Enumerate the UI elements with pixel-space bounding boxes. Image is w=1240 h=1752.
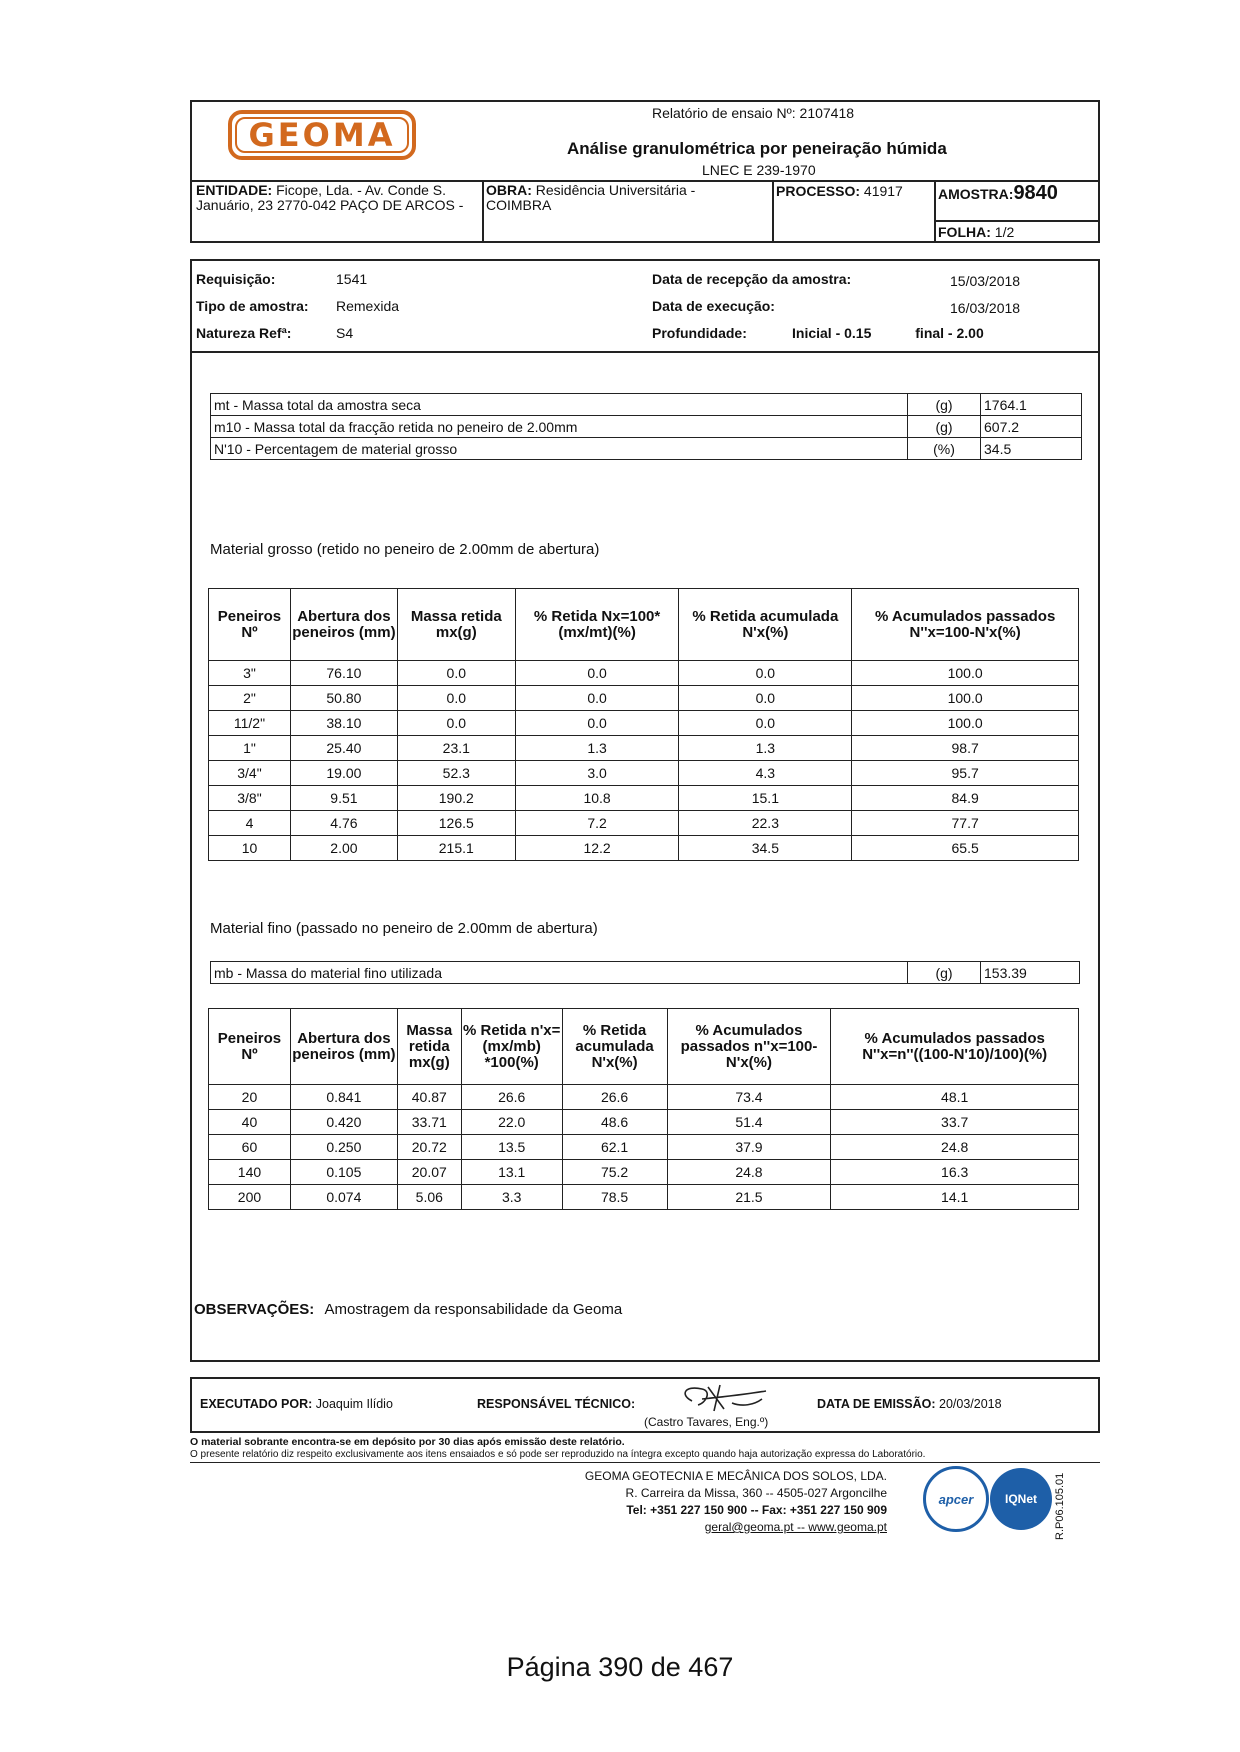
fine-header-cell: % Acumulados passados N''x=n''((100-N'10)/100)(%) <box>831 1009 1079 1085</box>
coarse-cell: 215.1 <box>397 836 515 861</box>
table-row <box>209 1135 1079 1160</box>
header-divider <box>772 180 774 243</box>
responsavel-name: (Castro Tavares, Eng.º) <box>644 1415 769 1429</box>
fine-cell: 13.5 <box>461 1135 562 1160</box>
table-row <box>209 811 1079 836</box>
fine-cell: 140 <box>209 1160 291 1185</box>
mass-row <box>211 394 1082 416</box>
fine-cell: 0.420 <box>290 1110 397 1135</box>
profundidade-final: final - 2.00 <box>915 325 984 341</box>
entity-label: ENTIDADE: <box>196 182 273 198</box>
emissao-field <box>817 1397 1002 1411</box>
requisicao-label: Requisição: <box>196 271 276 287</box>
fine-cell: 51.4 <box>667 1110 831 1135</box>
mass-value: 1764.1 <box>981 394 1082 416</box>
fine-header-cell: % Retida n'x=(mx/mb) *100(%) <box>461 1009 562 1085</box>
fine-section-title: Material fino (passado no peneiro de 2.00mm de abertura) <box>210 920 598 937</box>
table-row <box>209 786 1079 811</box>
mass-unit: (g) <box>908 416 981 438</box>
fine-cell: 20 <box>209 1085 291 1110</box>
header-divider <box>934 220 1098 222</box>
iqnet-text: IQNet <box>1004 1492 1037 1506</box>
page-number: Página 390 de 467 <box>506 1652 734 1682</box>
coarse-sieve-table <box>208 588 1079 861</box>
coarse-cell: 100.0 <box>852 686 1079 711</box>
fine-cell: 40.87 <box>397 1085 461 1110</box>
tipo-row <box>196 298 400 314</box>
table-row <box>209 1085 1079 1110</box>
fine-cell: 200 <box>209 1185 291 1210</box>
table-row <box>209 661 1079 686</box>
signature-box <box>190 1377 1100 1433</box>
coarse-cell: 3/4" <box>209 761 291 786</box>
executado-label: EXECUTADO POR: <box>200 1397 313 1411</box>
coarse-cell: 76.10 <box>290 661 397 686</box>
mb-table <box>210 961 1080 984</box>
coarse-cell: 34.5 <box>679 836 852 861</box>
mass-row <box>211 438 1082 460</box>
fine-cell: 5.06 <box>397 1185 461 1210</box>
mass-row <box>211 416 1082 438</box>
apcer-seal <box>923 1466 989 1532</box>
fine-cell: 16.3 <box>831 1160 1079 1185</box>
coarse-cell: 0.0 <box>397 686 515 711</box>
coarse-cell: 1" <box>209 736 291 761</box>
table-row <box>209 1160 1079 1185</box>
fine-header-cell: % Acumulados passados n''x=100-N'x(%) <box>667 1009 831 1085</box>
observacoes-value: Amostragem da responsabilidade da Geoma <box>324 1301 623 1318</box>
coarse-cell: 11/2" <box>209 711 291 736</box>
apcer-text: apcer <box>938 1491 974 1507</box>
fine-cell: 33.71 <box>397 1110 461 1135</box>
fine-cell: 33.7 <box>831 1110 1079 1135</box>
tipo-value: Remexida <box>336 298 400 314</box>
profundidade-values <box>792 325 984 341</box>
mb-row <box>211 962 1080 984</box>
coarse-cell: 100.0 <box>852 661 1079 686</box>
fine-sieve-table <box>208 1008 1079 1210</box>
coarse-header-cell: Abertura dos peneiros (mm) <box>290 589 397 661</box>
coarse-cell: 50.80 <box>290 686 397 711</box>
coarse-cell: 15.1 <box>679 786 852 811</box>
responsavel-label: RESPONSÁVEL TÉCNICO: <box>477 1397 636 1411</box>
fine-header-cell: % Retida acumulada N'x(%) <box>562 1009 667 1085</box>
coarse-cell: 1.3 <box>515 736 679 761</box>
coarse-cell: 190.2 <box>397 786 515 811</box>
fine-cell: 22.0 <box>461 1110 562 1135</box>
coarse-cell: 0.0 <box>397 711 515 736</box>
recepcao-label: Data de recepção da amostra: <box>652 271 852 287</box>
fine-cell: 75.2 <box>562 1160 667 1185</box>
coarse-cell: 4 <box>209 811 291 836</box>
coarse-cell: 65.5 <box>852 836 1079 861</box>
observacoes <box>194 1301 622 1318</box>
execucao-label: Data de execução: <box>652 298 775 314</box>
emissao-label: DATA DE EMISSÃO: <box>817 1397 936 1411</box>
notes-divider <box>190 1462 1100 1463</box>
fine-cell: 78.5 <box>562 1185 667 1210</box>
mass-value: 34.5 <box>981 438 1082 460</box>
coarse-cell: 98.7 <box>852 736 1079 761</box>
coarse-cell: 25.40 <box>290 736 397 761</box>
folha-field <box>938 224 1014 240</box>
coarse-header-cell: % Acumulados passados N''x=100-N'x(%) <box>852 589 1079 661</box>
observacoes-label: OBSERVAÇÕES: <box>194 1301 315 1318</box>
mb-value: 153.39 <box>981 962 1080 984</box>
coarse-cell: 95.7 <box>852 761 1079 786</box>
coarse-cell: 23.1 <box>397 736 515 761</box>
execucao-value: 16/03/2018 <box>950 300 1021 316</box>
fine-cell: 37.9 <box>667 1135 831 1160</box>
mass-unit: (%) <box>908 438 981 460</box>
fine-cell: 13.1 <box>461 1160 562 1185</box>
processo-field <box>776 183 903 199</box>
fine-cell: 0.105 <box>290 1160 397 1185</box>
report-body <box>190 259 1100 1362</box>
coarse-cell: 19.00 <box>290 761 397 786</box>
fine-header-cell: Abertura dos peneiros (mm) <box>290 1009 397 1085</box>
requisicao-row <box>196 271 368 287</box>
company-info <box>520 1468 887 1536</box>
emissao-value: 20/03/2018 <box>939 1397 1002 1411</box>
amostra-label: AMOSTRA: <box>938 186 1014 202</box>
company-web: geral@geoma.pt -- www.geoma.pt <box>704 1520 887 1534</box>
coarse-cell: 4.76 <box>290 811 397 836</box>
requisicao-value: 1541 <box>336 271 368 287</box>
coarse-cell: 0.0 <box>515 661 679 686</box>
coarse-cell: 9.51 <box>290 786 397 811</box>
table-row <box>209 1185 1079 1210</box>
coarse-cell: 7.2 <box>515 811 679 836</box>
company-name: GEOMA GEOTECNIA E MECÂNICA DOS SOLOS, LDA. <box>584 1469 887 1483</box>
info-divider <box>192 351 1098 353</box>
signature-scribble <box>662 1381 772 1415</box>
fine-cell: 60 <box>209 1135 291 1160</box>
mass-value: 607.2 <box>981 416 1082 438</box>
mass-desc: m10 - Massa total da fracção retida no peneiro de 2.00mm <box>211 416 908 438</box>
obra-value: Residência Universitária - COIMBRA <box>486 182 696 213</box>
coarse-cell: 10.8 <box>515 786 679 811</box>
coarse-cell: 0.0 <box>515 711 679 736</box>
fine-header-cell: Peneiros Nº <box>209 1009 291 1085</box>
coarse-cell: 12.2 <box>515 836 679 861</box>
coarse-cell: 84.9 <box>852 786 1079 811</box>
coarse-cell: 52.3 <box>397 761 515 786</box>
mass-desc: mt - Massa total da amostra seca <box>211 394 908 416</box>
coarse-cell: 77.7 <box>852 811 1079 836</box>
company-address: R. Carreira da Missa, 360 -- 4505-027 Argoncilhe <box>625 1486 887 1500</box>
fine-cell: 26.6 <box>562 1085 667 1110</box>
coarse-header-cell: Massa retida mx(g) <box>397 589 515 661</box>
processo-value: 41917 <box>863 183 903 199</box>
obra-label: OBRA: <box>486 182 532 198</box>
coarse-cell: 0.0 <box>679 711 852 736</box>
coarse-cell: 38.10 <box>290 711 397 736</box>
fine-cell: 40 <box>209 1110 291 1135</box>
geoma-logo <box>228 110 416 160</box>
mass-unit: (g) <box>908 394 981 416</box>
coarse-cell: 3" <box>209 661 291 686</box>
coarse-cell: 1.3 <box>679 736 852 761</box>
amostra-value: 9840 <box>1013 182 1058 204</box>
folha-label: FOLHA: <box>938 224 991 240</box>
fine-cell: 14.1 <box>831 1185 1079 1210</box>
amostra-field <box>938 182 1058 205</box>
profundidade-label: Profundidade: <box>652 325 747 341</box>
mass-desc: N'10 - Percentagem de material grosso <box>211 438 908 460</box>
header-divider <box>934 180 936 243</box>
report-header <box>190 100 1100 243</box>
coarse-cell: 100.0 <box>852 711 1079 736</box>
mb-desc: mb - Massa do material fino utilizada <box>211 962 908 984</box>
table-row <box>209 736 1079 761</box>
coarse-cell: 3.0 <box>515 761 679 786</box>
fine-cell: 3.3 <box>461 1185 562 1210</box>
fine-cell: 24.8 <box>667 1160 831 1185</box>
coarse-header-cell: % Retida Nx=100*(mx/mt)(%) <box>515 589 679 661</box>
entity-field <box>196 183 478 213</box>
coarse-cell: 2" <box>209 686 291 711</box>
executado-value: Joaquim Ilídio <box>315 1397 393 1411</box>
coarse-cell: 0.0 <box>397 661 515 686</box>
header-divider <box>482 180 484 243</box>
coarse-cell: 0.0 <box>679 661 852 686</box>
fine-cell: 48.1 <box>831 1085 1079 1110</box>
fine-cell: 26.6 <box>461 1085 562 1110</box>
coarse-cell: 22.3 <box>679 811 852 836</box>
coarse-header-cell: % Retida acumulada N'x(%) <box>679 589 852 661</box>
fine-cell: 0.074 <box>290 1185 397 1210</box>
natureza-value: S4 <box>336 325 354 341</box>
coarse-cell: 126.5 <box>397 811 515 836</box>
form-code: R.P06.105.01 <box>1054 1472 1066 1540</box>
coarse-section-title: Material grosso (retido no peneiro de 2.00mm de abertura) <box>210 541 600 558</box>
note-sobrante: O material sobrante encontra-se em depósito por 30 dias após emissão deste relatório. <box>190 1436 625 1448</box>
fine-cell: 0.250 <box>290 1135 397 1160</box>
table-row <box>209 761 1079 786</box>
coarse-cell: 2.00 <box>290 836 397 861</box>
natureza-label: Natureza Refª: <box>196 325 292 341</box>
recepcao-value: 15/03/2018 <box>950 273 1021 289</box>
profundidade-inicial: Inicial - 0.15 <box>792 325 872 341</box>
natureza-row <box>196 325 354 341</box>
fine-cell: 20.07 <box>397 1160 461 1185</box>
coarse-cell: 0.0 <box>515 686 679 711</box>
logo-text: GEOMA <box>248 116 396 154</box>
fine-header-cell: Massa retida mx(g) <box>397 1009 461 1085</box>
report-title: Análise granulométrica por peneiração húmida <box>567 139 947 158</box>
table-row <box>209 1110 1079 1135</box>
coarse-cell: 4.3 <box>679 761 852 786</box>
fine-cell: 62.1 <box>562 1135 667 1160</box>
entity-value: Ficope, Lda. - Av. Conde S. Januário, 23 2770-042 PAÇO DE ARCOS - <box>196 182 464 213</box>
processo-label: PROCESSO: <box>776 183 861 199</box>
executado-field <box>200 1397 393 1411</box>
coarse-cell: 0.0 <box>679 686 852 711</box>
coarse-header-cell: Peneiros Nº <box>209 589 291 661</box>
table-row <box>209 686 1079 711</box>
fine-cell: 21.5 <box>667 1185 831 1210</box>
coarse-cell: 3/8" <box>209 786 291 811</box>
table-row <box>209 836 1079 861</box>
fine-cell: 24.8 <box>831 1135 1079 1160</box>
obra-field <box>486 183 756 213</box>
fine-cell: 20.72 <box>397 1135 461 1160</box>
folha-value: 1/2 <box>994 224 1015 240</box>
mass-table <box>210 393 1082 460</box>
mb-unit: (g) <box>908 962 981 984</box>
coarse-cell: 10 <box>209 836 291 861</box>
note-reproducao: O presente relatório diz respeito exclusivamente aos itens ensaiados e só pode ser reproduzido na íntegra excepto quando haja autorização expressa do Laboratório. <box>190 1449 926 1460</box>
company-phone: Tel: +351 227 150 900 -- Fax: +351 227 150 909 <box>626 1503 887 1517</box>
fine-cell: 0.841 <box>290 1085 397 1110</box>
report-number: Relatório de ensaio Nº: 2107418 <box>652 105 855 121</box>
standard-ref: LNEC E 239-1970 <box>702 162 816 178</box>
fine-cell: 48.6 <box>562 1110 667 1135</box>
fine-cell: 73.4 <box>667 1085 831 1110</box>
table-row <box>209 711 1079 736</box>
iqnet-seal <box>990 1468 1052 1530</box>
tipo-label: Tipo de amostra: <box>196 298 309 314</box>
